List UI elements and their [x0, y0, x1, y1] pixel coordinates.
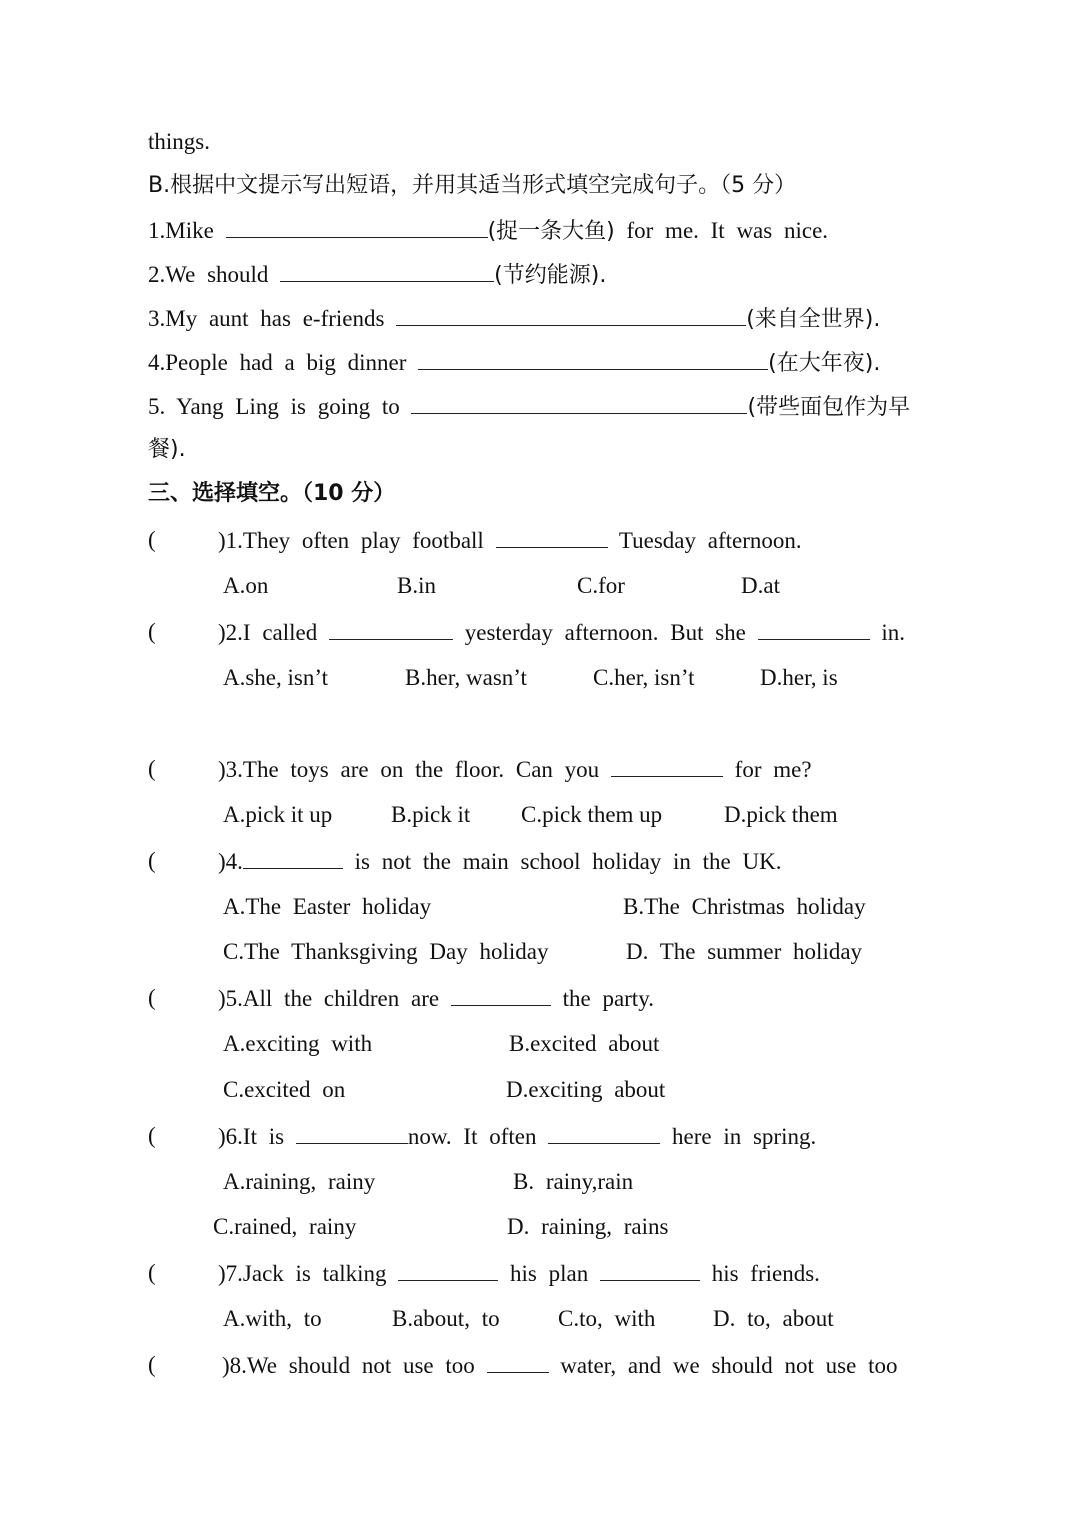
answer-blank: [243, 846, 343, 869]
answer-paren[interactable]: (: [148, 1352, 156, 1377]
option-a[interactable]: A.raining, rainy: [223, 1169, 376, 1194]
option-c[interactable]: C.her, isn’t: [593, 665, 695, 690]
answer-blank: [329, 617, 453, 640]
answer-blank: [600, 1258, 700, 1281]
answer-paren[interactable]: (: [148, 985, 156, 1010]
option-b[interactable]: B.The Christmas holiday: [623, 894, 866, 919]
option-b[interactable]: B.excited about: [509, 1031, 660, 1056]
answer-blank[interactable]: [411, 391, 747, 414]
option-b[interactable]: B.in: [397, 573, 436, 598]
option-d[interactable]: D.her, is: [760, 665, 838, 690]
answer-paren[interactable]: (: [148, 527, 156, 552]
section-b-item-3: 3.My aunt has e-friends (来自全世界).: [148, 303, 880, 335]
option-c[interactable]: C.rained, rainy: [213, 1214, 357, 1239]
answer-blank: [611, 754, 723, 777]
option-b[interactable]: B. rainy,rain: [513, 1169, 634, 1194]
answer-blank: [548, 1121, 660, 1144]
answer-paren[interactable]: (: [148, 1123, 156, 1148]
answer-paren[interactable]: (: [148, 848, 156, 873]
answer-paren[interactable]: (: [148, 756, 156, 781]
option-b[interactable]: B.pick it: [391, 802, 471, 827]
option-a[interactable]: A.with, to: [223, 1306, 322, 1331]
option-b[interactable]: B.her, wasn’t: [405, 665, 527, 690]
option-d[interactable]: D.at: [741, 573, 780, 598]
section-b-item-5-continued: 餐).: [148, 437, 186, 462]
section-b-item-5: 5. Yang Ling is going to (带些面包作为早: [148, 391, 910, 423]
option-c[interactable]: C.The Thanksgiving Day holiday: [223, 939, 549, 964]
answer-paren[interactable]: (: [148, 619, 156, 644]
option-a[interactable]: A.The Easter holiday: [223, 894, 432, 919]
answer-blank[interactable]: [396, 303, 746, 326]
option-a[interactable]: A.she, isn’t: [223, 665, 328, 690]
answer-blank: [451, 983, 551, 1006]
option-d[interactable]: D. The summer holiday: [626, 939, 863, 964]
section-b-item-2: 2.We should (节约能源).: [148, 259, 606, 291]
answer-blank: [398, 1258, 498, 1281]
section-3-heading: 三、选择填空。（10 分）: [148, 481, 396, 506]
option-d[interactable]: D. raining, rains: [507, 1214, 669, 1239]
option-b[interactable]: B.about, to: [392, 1306, 500, 1331]
answer-paren[interactable]: (: [148, 1260, 156, 1285]
continued-text: things.: [148, 129, 210, 154]
answer-blank: [296, 1121, 408, 1144]
option-a[interactable]: A.on: [223, 573, 269, 598]
option-c[interactable]: C.pick them up: [521, 802, 663, 827]
option-d[interactable]: D.pick them: [724, 802, 838, 827]
section-b-item-1: 1.Mike (捉一条大鱼) for me. It was nice.: [148, 215, 828, 247]
answer-blank[interactable]: [280, 259, 494, 282]
option-c[interactable]: C.excited on: [223, 1077, 346, 1102]
option-d[interactable]: D.exciting about: [506, 1077, 666, 1102]
option-c[interactable]: C.to, with: [558, 1306, 656, 1331]
option-d[interactable]: D. to, about: [713, 1306, 834, 1331]
section-b-heading: B.根据中文提示写出短语，并用其适当形式填空完成句子。（5 分）: [148, 173, 797, 198]
section-b-item-4: 4.People had a big dinner (在大年夜).: [148, 347, 880, 379]
option-c[interactable]: C.for: [577, 573, 625, 598]
answer-blank: [496, 525, 608, 548]
answer-blank[interactable]: [226, 215, 488, 238]
option-a[interactable]: A.exciting with: [223, 1031, 373, 1056]
answer-blank: [487, 1350, 549, 1373]
answer-blank[interactable]: [418, 347, 768, 370]
answer-blank: [758, 617, 870, 640]
option-a[interactable]: A.pick it up: [223, 802, 333, 827]
